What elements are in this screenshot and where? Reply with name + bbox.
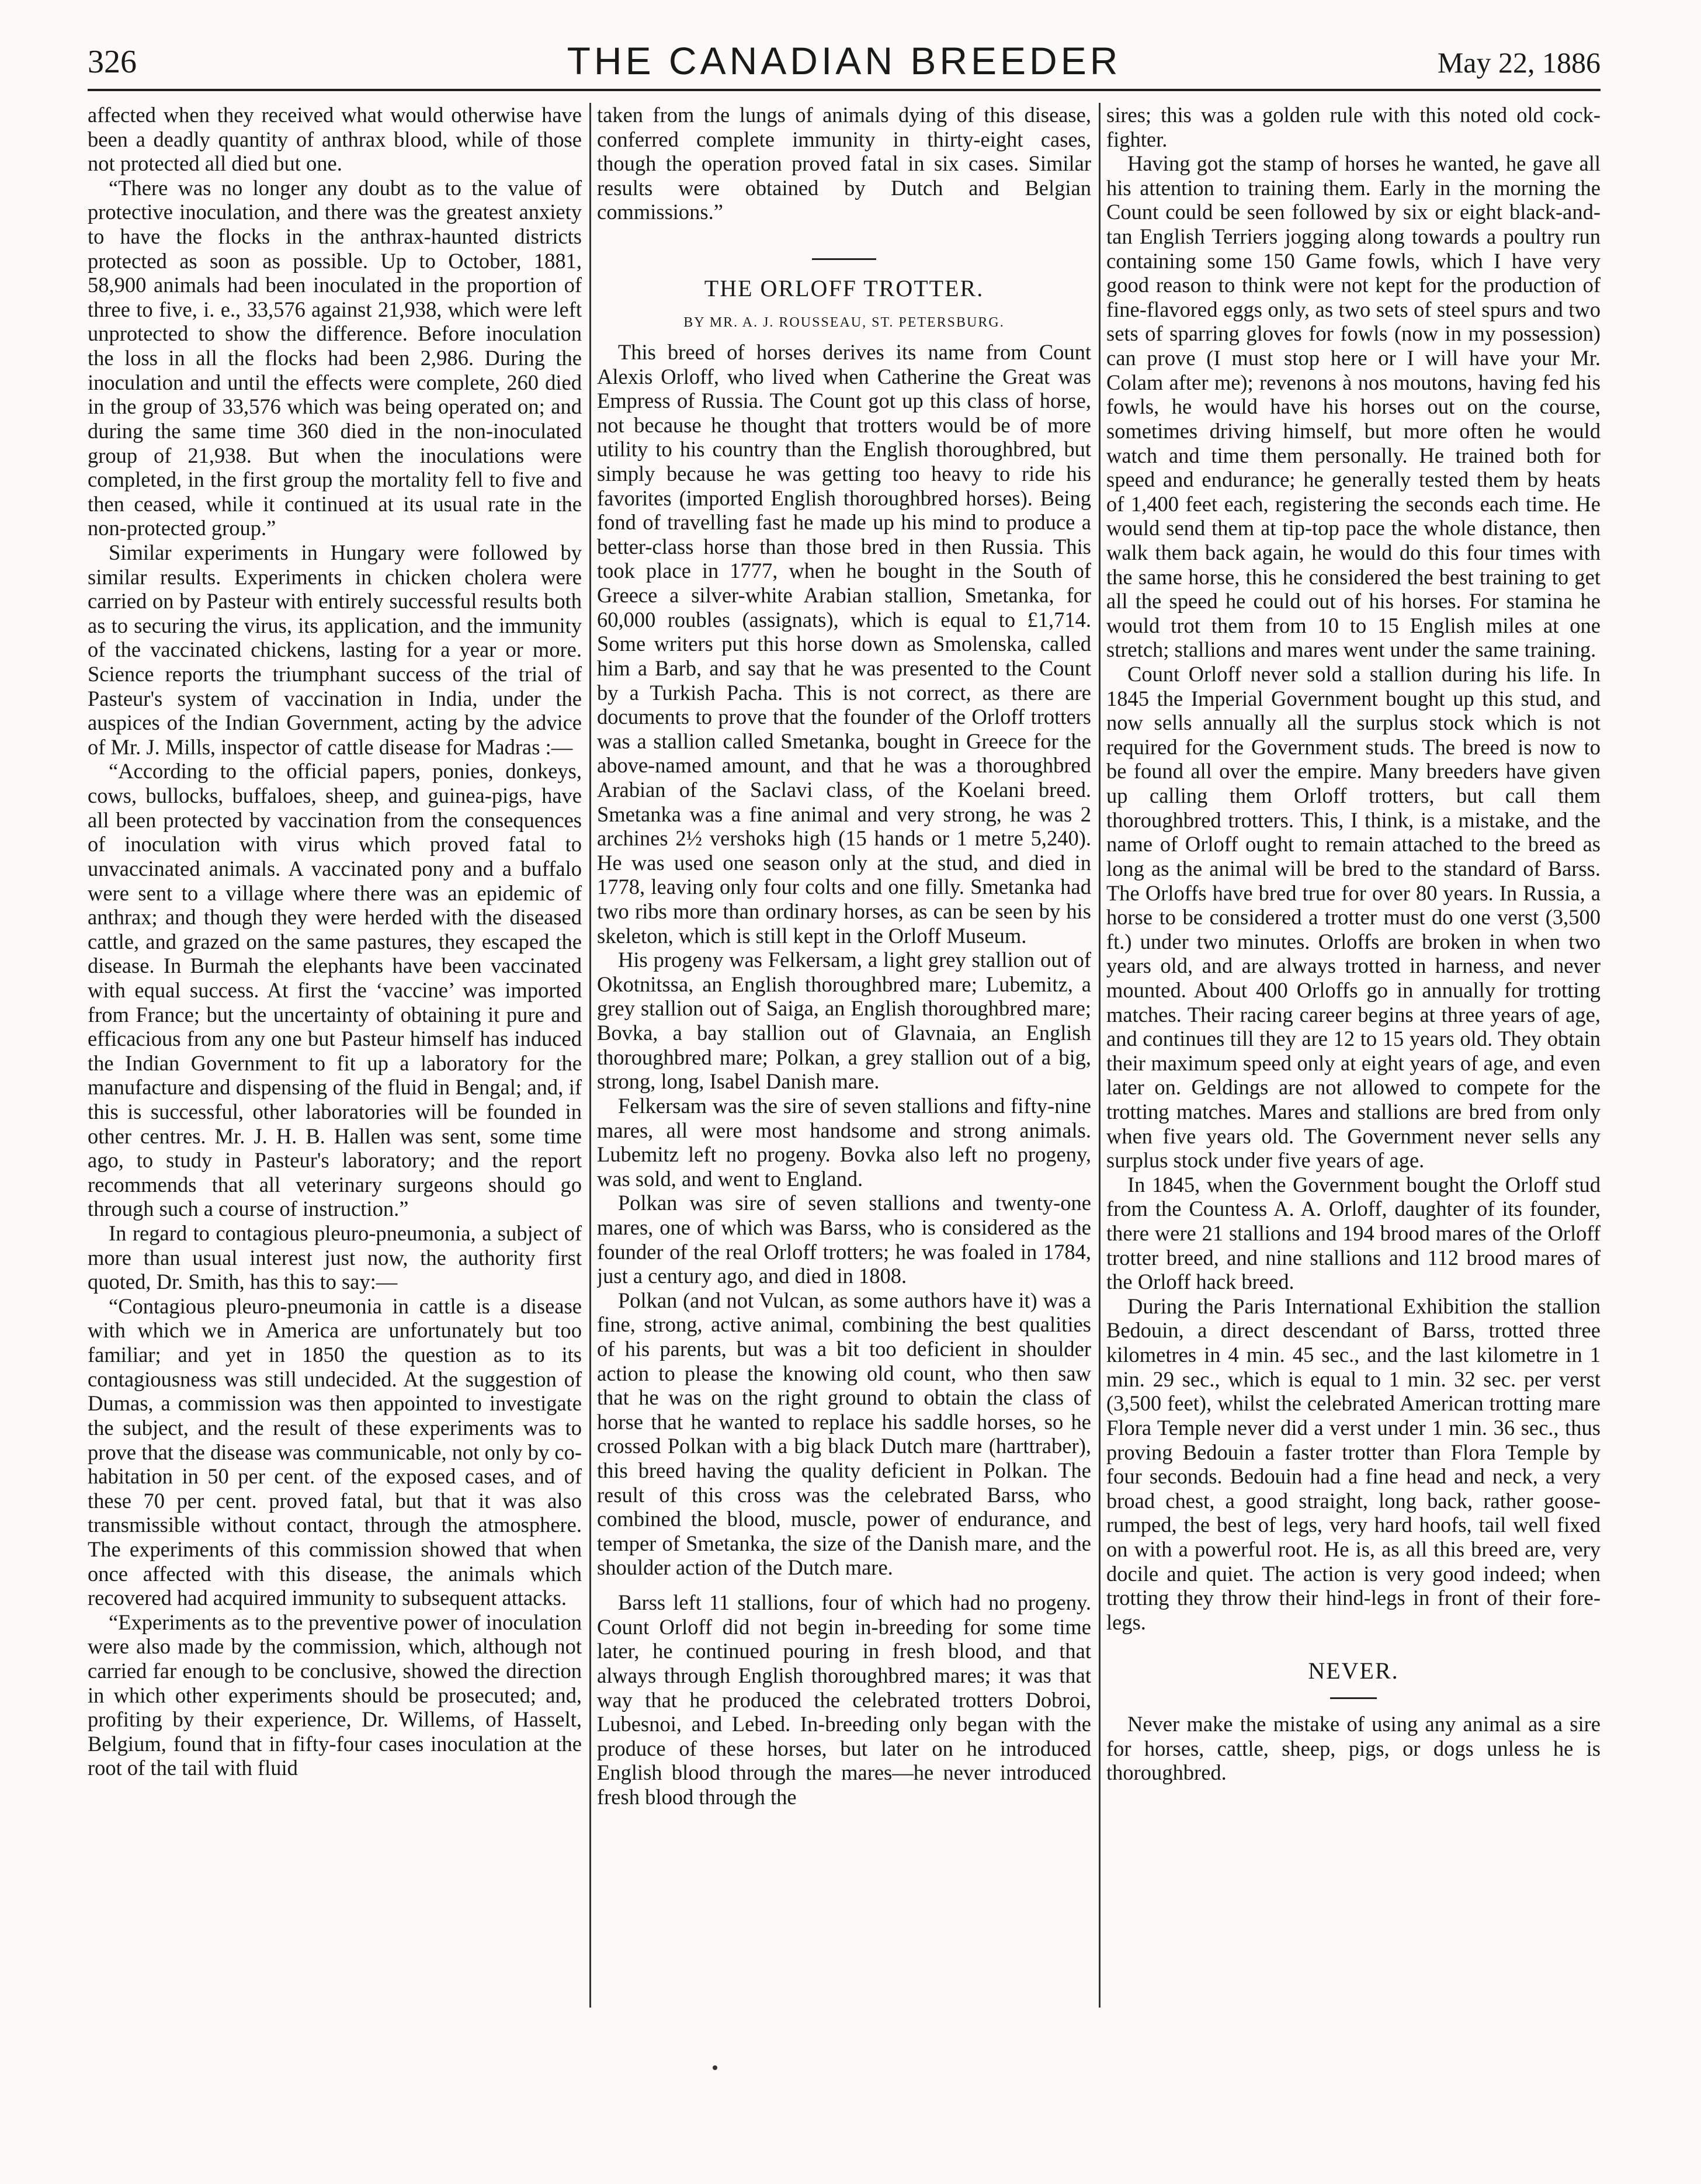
paragraph: taken from the lungs of animals dying of this disease, conferred complete immunity in thirty-eight cases, though the operation proved fatal in six cases. Similar results were obtained by Dutch and Belgian commissions.” xyxy=(597,103,1091,224)
column-rule xyxy=(589,103,591,2008)
issue-date: May 22, 1886 xyxy=(1437,46,1601,79)
paragraph: “Contagious pleuro-pneumonia in cattle is a disease with which we in America are unfortunately but too familiar; and yet in 1850 the question as to its contagiousness was still undecided. At the suggestion of Dumas, a commission was then appointed to investigate the subject, and the result of these experiments was to prove that the disease was communicable, not only by co-habitation in 50 per cent. of the exposed cases, and of these 70 per cent. proved fatal, but that it was also transmissible without contact, through the atmosphere. The experiments of this commission showed that when once affected with this disease, the animals which recovered had acquired immunity to subsequent attacks. xyxy=(88,1294,582,1610)
paragraph: affected when they received what would otherwise have been a deadly quantity of anthrax blood, while of those not protected all died but one. xyxy=(88,103,582,176)
paragraph: Having got the stamp of horses he wanted, he gave all his attention to training them. Early in the morning the Count could be seen followed by six or eight black-and-tan English Terriers jogging along towards a poultry run containing some 150 Game fowls, which I have very good reason to think were not kept for the production of fine-flavored eggs only, as two sets of steel spurs and two sets of sparring gloves for fowls (now in my possession) can prove (I must stop here or I will have your Mr. Colam after me); revenons à nos moutons, having fed his fowls, he would have his horses out on the course, sometimes driving himself, but more often he would watch and time them personally. He trained both for speed and endurance; he generally tested them by heats of 1,400 feet each, registering the seconds each time. He would send them at tip-top pace the whole distance, then walk them back again, he would do this four times with the same horse, this he considered the best training to get all the speed he could out of his horses. For stamina he would trot them from 10 to 15 English miles at one stretch; stallions and mares went under the same training. xyxy=(1106,151,1601,662)
paragraph: During the Paris International Exhibition the stallion Bedouin, a direct descendant of Barss, trotted three kilometres in 4 min. 45 sec., and the last kilometre in 1 min. 29 sec., which is equal to 1 min. 32 sec. per verst (3,500 feet), whilst the celebrated American trotting mare Flora Temple never did a verst under 1 min. 36 sec., thus proving Bedouin a faster trotter than Flora Temple by four seconds. Bedouin had a fine head and neck, a very broad chest, a good straight, long back, rather goose-rumped, the best of legs, very hard hoofs, tail well fixed on with a powerful root. He is, as all this breed are, very docile and quiet. The action is very good indeed; when trotting they throw their hind-legs in front of their fore-legs. xyxy=(1106,1294,1601,1634)
printer-mark xyxy=(713,2065,717,2070)
paragraph: Count Orloff never sold a stallion during his life. In 1845 the Imperial Government bought up this stud, and now sells annually all the surplus stock which is not required for the Government studs. The breed is now to be found all over the empire. Many breeders have given up calling them Orloff trotters, but call them thoroughbred trotters. This, I think, is a mistake, and the name of Orloff ought to remain attached to the breed as long as the animal will be bred to the standard of Barss. The Orloffs have bred true for over 80 years. In Russia, a horse to be considered a trotter must do one verst (3,500 ft.) under two minutes. Orloffs are broken in when two years old, and are always trotted in harness, and never mounted. About 400 Orloffs go in annually for trotting matches. Their racing career begins at three years of age, and continues till they are 12 to 15 years old. They obtain their maximum speed only at eight years of age, and even later on. Geldings are not allowed to compete for the trotting matches. Mares and stallions are bred from only when five years old. The Government never sells any surplus stock under five years of age. xyxy=(1106,662,1601,1173)
section-divider xyxy=(812,258,876,260)
paragraph: “Experiments as to the preventive power of inoculation were also made by the commission, which, although not carried far enough to be conclusive, showed the direction in which other experiments should be prosecuted; and, profiting by their experience, Dr. Willems, of Hasselt, Belgium, found that in fifty-four cases inoculation at the root of the tail with fluid xyxy=(88,1610,582,1780)
paragraph: Similar experiments in Hungary were followed by similar results. Experiments in chicken cholera were carried on by Pasteur with entirely successful results both as to securing the virus, its application, and the immunity of the vaccinated chickens, lasting for a year or more. Science reports the triumphant success of the trial of Pasteur's system of vaccination in India, under the auspices of the Indian Government, acting by the advice of Mr. J. Mills, inspector of cattle disease for Madras :— xyxy=(88,540,582,759)
masthead: THE CANADIAN BREEDER xyxy=(567,39,1122,82)
paragraph: Barss left 11 stallions, four of which had no progeny. Count Orloff did not begin in-breeding for some time later, he continued pouring in fresh blood, and that always through English thoroughbred mares; it was that way that he produced the celebrated trotters Dobroi, Lubesnoi, and Lebed. In-breeding only began with the produce of these horses, but later on he introduced English blood through the mares—he never introduced fresh blood through the xyxy=(597,1590,1091,1809)
paragraph: This breed of horses derives its name from Count Alexis Orloff, who lived when Catherine the Great was Empress of Russia. The Count got up this class of horse, not because he thought that trotters would be of more utility to his country than the English thoroughbred, but simply because he was getting too heavy to ride his favorites (imported English thoroughbred horses). Being fond of travelling fast he made up his mind to produce a better-class horse than those bred in then Russia. This took place in 1777, when he bought in the South of Greece a silver-white Arabian stallion, Smetanka, for 60,000 roubles (assignats), which is equal to £1,714. Some writers put this horse down as Smolenska, called him a Barb, and say that he was presented to the Count by a Turkish Pacha. This is not correct, as there are documents to prove that the founder of the Orloff trotters was a stallion called Smetanka, bought in Greece for the above-named amount, and that he was a thoroughbred Arabian of the Saclavi class, of the Koelani breed. Smetanka was a fine animal and very strong, he was 2 archines 2½ vershoks high (15 hands or 1 metre 5,240). He was used one season only at the stud, and died in 1778, leaving only four colts and one filly. Smetanka had two ribs more than ordinary horses, as can be seen by his skeleton, which is still kept in the Orloff Museum. xyxy=(597,340,1091,948)
paragraph: In 1845, when the Government bought the Orloff stud from the Countess A. A. Orloff, daughter of its founder, there were 21 stallions and 194 brood mares of the Orloff trotter breed, and nine stallions and 112 brood mares of the Orloff hack breed. xyxy=(1106,1172,1601,1294)
page-number: 326 xyxy=(88,44,137,80)
article-title: THE ORLOFF TROTTER. xyxy=(704,275,984,302)
column-1 xyxy=(88,103,582,2031)
article-columns xyxy=(88,103,1601,2031)
paragraph: Never make the mistake of using any animal as a sire for horses, cattle, sheep, pigs, or dogs unless he is thoroughbred. xyxy=(1106,1711,1601,1785)
paragraph: In regard to contagious pleuro-pneumonia, a subject of more than usual interest just now, the authority first quoted, Dr. Smith, has this to say:— xyxy=(88,1221,582,1294)
section-title: NEVER. xyxy=(1308,1658,1399,1684)
paragraph: “According to the official papers, ponies, donkeys, cows, bullocks, buffaloes, sheep, and guinea-pigs, have all been protected by vaccination from the consequences of inoculation with virus which proved fatal to unvaccinated animals. A vaccinated pony and a buffalo were sent to a village where there was an epidemic of anthrax; and though they were herded with the diseased cattle, and grazed on the same pastures, they escaped the disease. In Burmah the elephants have been vaccinated with equal success. At first the ‘vaccine’ was imported from France; but the uncertainty of obtaining it pure and efficacious from any one but Pasteur himself has induced the Indian Government to fit up a laboratory for the manufacture and dispensing of the fluid in Bengal; and, if this is successful, other laboratories will be founded in other centres. Mr. J. H. B. Hallen was sent, some time ago, to study in Pasteur's laboratory; and the report recommends that all veterinary surgeons should go through such a course of instruction.” xyxy=(88,759,582,1221)
paragraph: “There was no longer any doubt as to the value of protective inoculation, and there was the greatest anxiety to have the flocks in the anthrax-haunted districts protected as soon as possible. Up to October, 1881, 58,900 animals had been inoculated in the proportion of three to five, i. e., 33,576 against 21,938, which were left unprotected to show the difference. Before inoculation the loss in all the flocks had been 2,986. During the inoculation and until the effects were complete, 260 died in the group of 33,576 which was being operated on; and during the same time 360 died in the non-inoculated group of 21,938. But when the inoculations were completed, in the first group the mortality fell to five and then ceased, while it continued at its usual rate in the non-protected group.” xyxy=(88,175,582,540)
column-rule xyxy=(1099,103,1101,2008)
paragraph: Felkersam was the sire of seven stallions and fifty-nine mares, all were most handsome and strong animals. Lubemitz left no progeny. Bovka also left no progeny, was sold, and went to England. xyxy=(597,1093,1091,1191)
section-divider xyxy=(1330,1697,1377,1699)
article-byline: BY MR. A. J. ROUSSEAU, ST. PETERSBURG. xyxy=(683,314,1005,330)
paragraph: Polkan was sire of seven stallions and twenty-one mares, one of which was Barss, who is considered as the founder of the real Orloff trotters; he was foaled in 1784, just a century ago, and died in 1808. xyxy=(597,1191,1091,1288)
paragraph: sires; this was a golden rule with this noted old cock-fighter. xyxy=(1106,103,1601,151)
paragraph: His progeny was Felkersam, a light grey stallion out of Okotnitssa, an English thoroughbred mare; Lubemitz, a grey stallion out of Saiga, an English thoroughbred mare; Bovka, a bay stallion out of Glavnaia, an English thoroughbred mare; Polkan, a grey stallion out of a big, strong, long, Isabel Danish mare. xyxy=(597,948,1091,1094)
column-3 xyxy=(1106,103,1601,2031)
page-header xyxy=(88,39,1601,91)
column-2 xyxy=(597,103,1091,2031)
paragraph: Polkan (and not Vulcan, as some authors have it) was a fine, strong, active animal, combining the best qualities of his parents, but was a bit too deficient in shoulder action to please the knowing old count, who then saw that he was on the right ground to obtain the class of horse that he wanted to replace his saddle horses, so he crossed Polkan with a big black Dutch mare (harttraber), this breed having the quality deficient in Polkan. The result of this cross was the celebrated Barss, who combined the blood, muscle, power of endurance, and temper of Smetanka, the size of the Danish mare, and the shoulder action of the Dutch mare. xyxy=(597,1288,1091,1580)
